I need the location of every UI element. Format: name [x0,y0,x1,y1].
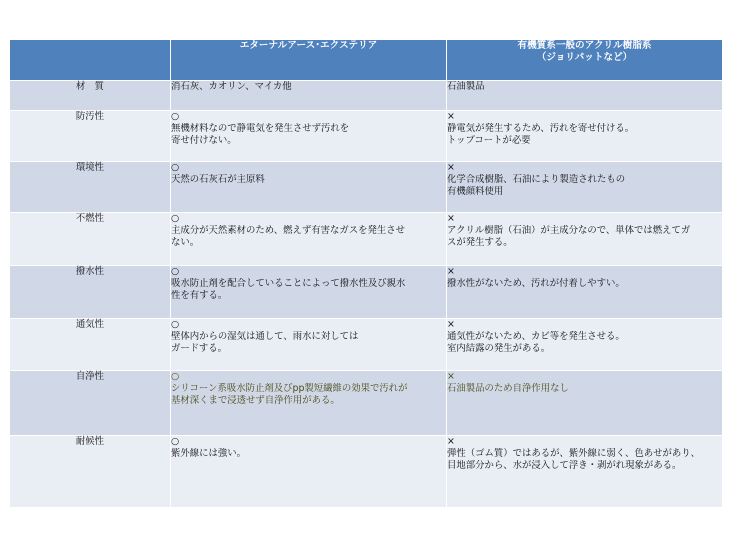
row-label: 材 質 [10,81,171,111]
circle-mark: ○ [171,371,180,382]
eternal-earth-cell: 消石灰、カオリン、マイカ他 [171,81,447,111]
table-row [10,213,723,266]
cross-mark: × [447,319,455,330]
acrylic-cell: × 通気性がないため、カビ等を発生させる。 室内結露の発生がある。 [447,319,723,371]
table-row [10,436,723,508]
acrylic-cell: 石油製品 [447,81,723,111]
table-row [10,111,723,162]
cross-mark: × [447,162,455,173]
row-label: 防汚性 [10,111,171,162]
row-label: 自浄性 [10,371,171,436]
cross-mark: × [447,111,455,122]
acrylic-cell: × 撥水性がないため、汚れが付着しやすい。 [447,266,723,319]
table-row [10,266,723,319]
header-eternal-earth: エターナルアース･エクステリア [171,40,447,81]
cross-mark: × [447,213,455,224]
eternal-earth-cell: ○ 無機材料なので静電気を発生させず汚れを 寄せ付けない。 [171,111,447,162]
cross-mark: × [447,436,455,447]
row-label: 不燃性 [10,213,171,266]
circle-mark: ○ [171,162,180,173]
row-label: 撥水性 [10,266,171,319]
acrylic-cell: × 静電気が発生するため、汚れを寄せ付ける。 トップコートが必要 [447,111,723,162]
acrylic-cell: × アクリル樹脂（石油）が主成分なので、単体では燃えてガ スが発生する。 [447,213,723,266]
eternal-earth-cell: ○ 壁体内からの湿気は通して、雨水に対しては ガードする。 [171,319,447,371]
eternal-earth-cell: ○ 主成分が天然素材のため、燃えず有害なガスを発生させ ない。 [171,213,447,266]
header-row [10,40,723,81]
circle-mark: ○ [171,319,180,330]
circle-mark: ○ [171,111,180,122]
header-label-cell [10,40,171,81]
circle-mark: ○ [171,213,180,224]
table-row [10,81,723,111]
table-row [10,371,723,436]
eternal-earth-cell: ○ 紫外線には強い。 [171,436,447,508]
eternal-earth-cell: ○ 天然の石灰石が主原料 [171,162,447,213]
table-row [10,162,723,213]
table-row [10,319,723,371]
eternal-earth-cell: ○ 吸水防止剤を配合していることによって撥水性及び親水 性を有する。 [171,266,447,319]
acrylic-cell: × 石油製品のため自浄作用なし [447,371,723,436]
cross-mark: × [447,371,455,382]
row-label: 環境性 [10,162,171,213]
cross-mark: × [447,266,455,277]
header-acrylic-resin: 有機質系一般のアクリル樹脂系 （ジョリパットなど） [447,40,723,81]
row-label: 耐候性 [10,436,171,508]
circle-mark: ○ [171,266,180,277]
eternal-earth-cell: ○ シリコーン系吸水防止剤及びpp製短繊維の効果で汚れが 基材深くまで浸透せず自浄作用がある。 [171,371,447,436]
acrylic-cell: × 弾性（ゴム質）ではあるが、紫外線に弱く、色あせがあり、 目地部分から、水が浸入して浮き・剥がれ現象がある。 [447,436,723,508]
circle-mark: ○ [171,436,180,447]
row-label: 通気性 [10,319,171,371]
comparison-table [9,39,723,508]
acrylic-cell: × 化学合成樹脂、石油により製造されたもの 有機顔料使用 [447,162,723,213]
